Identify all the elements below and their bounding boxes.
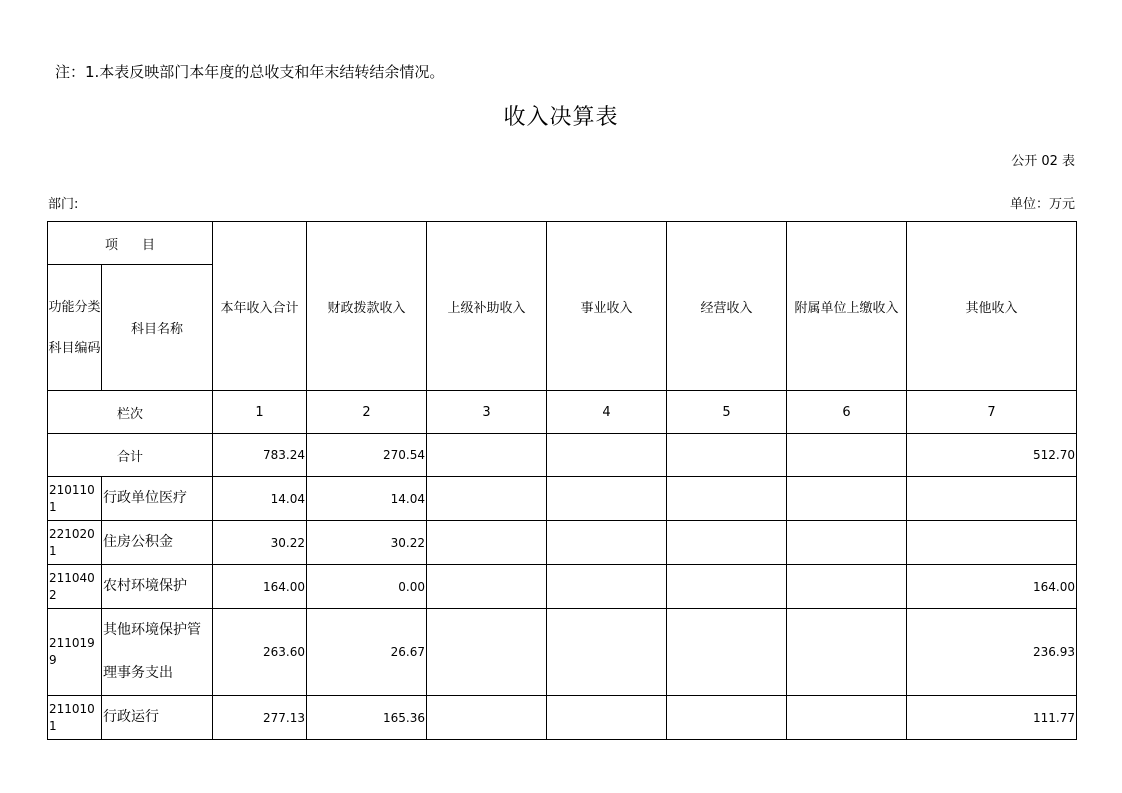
income-table <box>47 221 1077 740</box>
form-number: 公开 02 表 <box>1011 154 1075 169</box>
value-cell <box>787 609 907 696</box>
subject-name: 农村环境保护 <box>102 565 213 609</box>
column-index: 7 <box>907 391 1077 434</box>
table-note: 注：1.本表反映部门本年度的总收支和年末结转结余情况。 <box>55 63 445 81</box>
column-index: 6 <box>787 391 907 434</box>
department-label: 部门: <box>48 197 79 212</box>
func-code: 2110101 <box>48 696 102 740</box>
column-index: 1 <box>213 391 307 434</box>
header-col-7: 其他收入 <box>907 222 1077 391</box>
page-title: 收入决算表 <box>503 105 619 130</box>
value-cell: 0.00 <box>307 565 427 609</box>
value-cell: 14.04 <box>307 477 427 521</box>
value-cell: 164.00 <box>907 565 1077 609</box>
header-col-2: 财政拨款收入 <box>307 222 427 391</box>
column-index: 3 <box>427 391 547 434</box>
subject-name: 行政运行 <box>102 696 213 740</box>
func-code: 2110402 <box>48 565 102 609</box>
value-cell <box>427 521 547 565</box>
subject-name: 住房公积金 <box>102 521 213 565</box>
header-col-4: 事业收入 <box>547 222 667 391</box>
total-row <box>48 434 1077 477</box>
value-cell: 30.22 <box>213 521 307 565</box>
value-cell: 277.13 <box>213 696 307 740</box>
value-cell <box>907 477 1077 521</box>
header-item: 项目 <box>48 222 213 265</box>
subject-name: 其他环境保护管理事务支出 <box>102 609 213 696</box>
value-cell <box>667 565 787 609</box>
total-cell: 512.70 <box>907 434 1077 477</box>
header-func-code: 功能分类科目编码 <box>48 265 102 391</box>
value-cell <box>667 477 787 521</box>
header-col-5: 经营收入 <box>667 222 787 391</box>
header-subject-name: 科目名称 <box>102 265 213 391</box>
value-cell: 165.36 <box>307 696 427 740</box>
total-cell <box>787 434 907 477</box>
header-col-1: 本年收入合计 <box>213 222 307 391</box>
header-col-3: 上级补助收入 <box>427 222 547 391</box>
table-row <box>48 696 1077 740</box>
value-cell <box>547 477 667 521</box>
subject-name: 行政单位医疗 <box>102 477 213 521</box>
value-cell <box>427 609 547 696</box>
value-cell <box>547 521 667 565</box>
value-cell <box>427 565 547 609</box>
value-cell <box>787 696 907 740</box>
column-index-label: 栏次 <box>48 391 213 434</box>
value-cell: 30.22 <box>307 521 427 565</box>
value-cell <box>547 609 667 696</box>
table-row <box>48 565 1077 609</box>
func-code: 2210201 <box>48 521 102 565</box>
table-row <box>48 477 1077 521</box>
value-cell: 263.60 <box>213 609 307 696</box>
value-cell <box>787 565 907 609</box>
value-cell <box>667 521 787 565</box>
column-index: 2 <box>307 391 427 434</box>
value-cell: 164.00 <box>213 565 307 609</box>
total-cell <box>667 434 787 477</box>
value-cell <box>547 565 667 609</box>
table-row <box>48 521 1077 565</box>
value-cell <box>427 696 547 740</box>
value-cell: 236.93 <box>907 609 1077 696</box>
table-row <box>48 609 1077 696</box>
value-cell <box>787 477 907 521</box>
func-code: 2110199 <box>48 609 102 696</box>
header-col-6: 附属单位上缴收入 <box>787 222 907 391</box>
value-cell <box>907 521 1077 565</box>
unit-label: 单位：万元 <box>1009 197 1075 212</box>
column-index: 5 <box>667 391 787 434</box>
total-cell <box>427 434 547 477</box>
value-cell: 111.77 <box>907 696 1077 740</box>
value-cell <box>427 477 547 521</box>
value-cell <box>547 696 667 740</box>
total-cell <box>547 434 667 477</box>
func-code: 2101101 <box>48 477 102 521</box>
value-cell: 14.04 <box>213 477 307 521</box>
total-cell: 270.54 <box>307 434 427 477</box>
total-label: 合计 <box>48 434 213 477</box>
total-cell: 783.24 <box>213 434 307 477</box>
column-index: 4 <box>547 391 667 434</box>
value-cell <box>787 521 907 565</box>
value-cell <box>667 609 787 696</box>
value-cell: 26.67 <box>307 609 427 696</box>
value-cell <box>667 696 787 740</box>
